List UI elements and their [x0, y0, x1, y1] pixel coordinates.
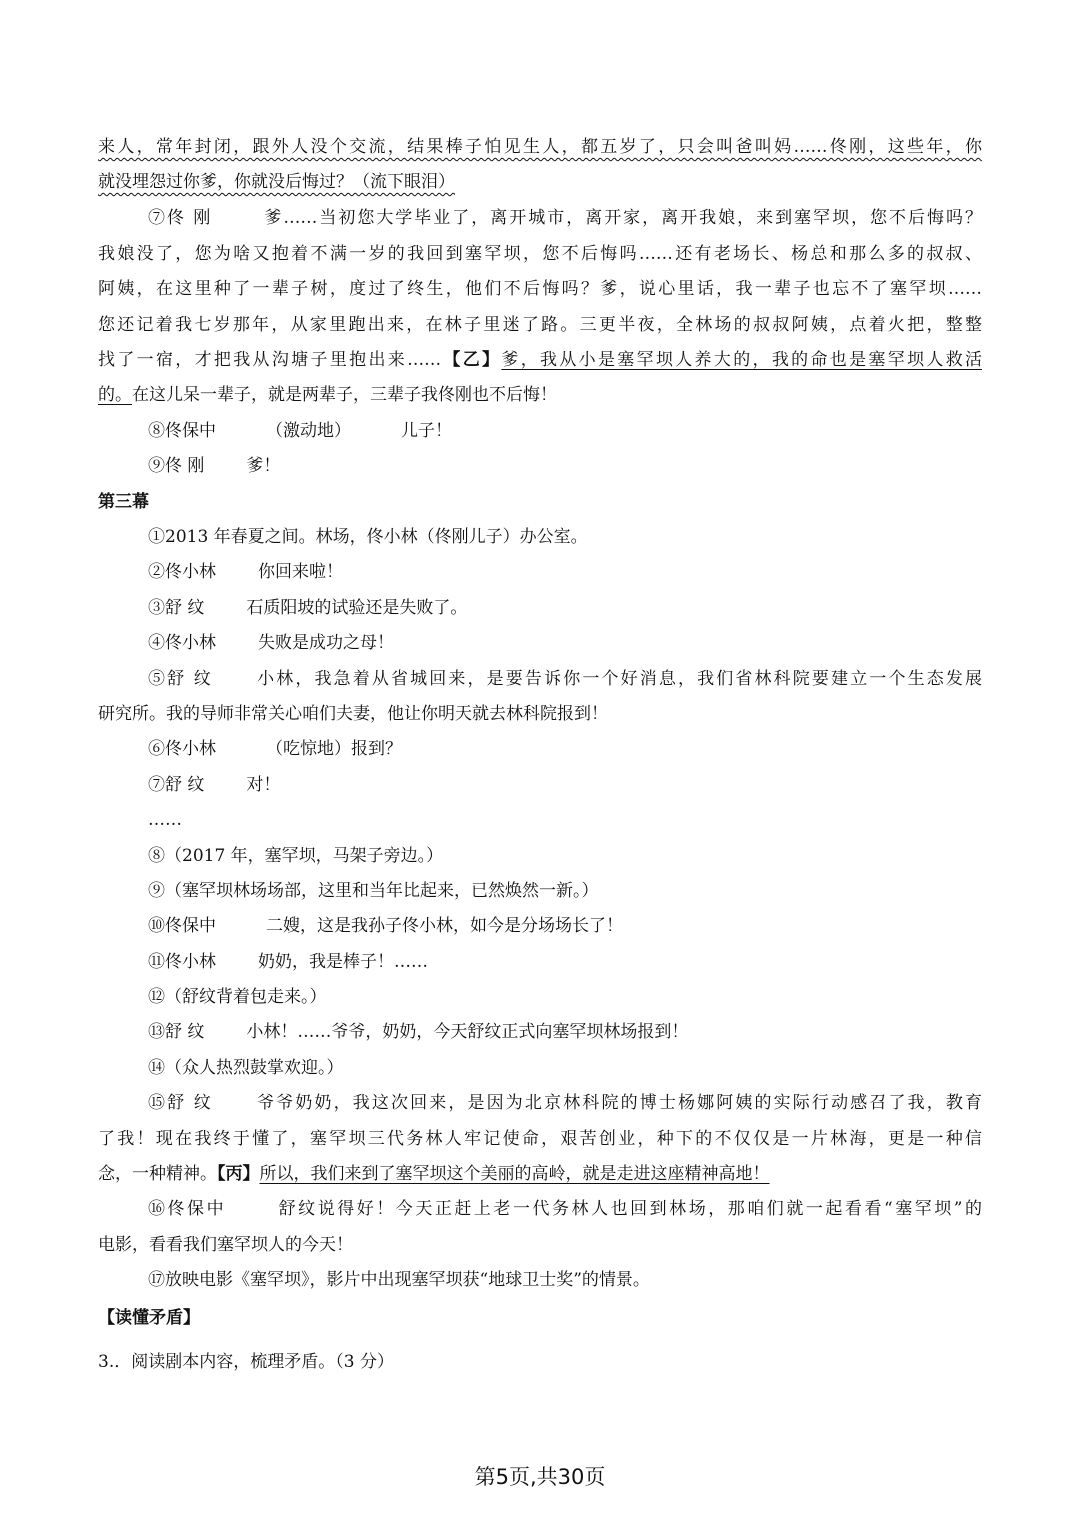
dialogue-text: 失败是成功之母！ — [258, 633, 394, 653]
text-span: 在这儿呆一辈子，就是两辈子，三辈子我佟刚也不后悔！ — [132, 385, 557, 405]
text-line: 研究所。我的导师非常关心咱们夫妻，他让你明天就去林科院报到！ — [98, 704, 608, 724]
dialogue-text: 对！ — [246, 775, 281, 795]
dialogue-line — [148, 419, 982, 443]
dialogue-text: 二嫂，这是我孙子佟小林，如今是分场场长了！ — [266, 916, 623, 936]
speaker-label: ⑦舒 纹 — [148, 775, 205, 795]
dialogue-text: 舒纹说得好！今天正赶上老一代务林人也回到林场，那咱们就一起看看“塞罕坝”的 — [276, 1199, 982, 1219]
dialogue-text: 儿子！ — [401, 421, 452, 441]
speaker-label: ⑮舒 纹 — [148, 1093, 213, 1113]
dialogue-line — [148, 206, 982, 230]
text-line: 了我！现在我终于懂了，塞罕坝三代务林人牢记使命，艰苦创业，种下的不仅仅是一片林海，更是一种信 — [98, 1129, 982, 1149]
stage-direction: ⑨（塞罕坝林场场部，这里和当年比起来，已然焕然一新。） — [148, 881, 599, 901]
speaker-label: ⑥佟小林 — [148, 739, 216, 759]
marker-bing: 【丙】 — [217, 1164, 260, 1184]
dialogue-line — [148, 773, 982, 797]
text-line — [98, 1162, 982, 1186]
dialogue-line — [148, 1091, 982, 1115]
section-title: 【读懂矛盾】 — [98, 1308, 200, 1328]
speaker-label: ④佟小林 — [148, 633, 216, 653]
dialogue-line — [148, 1020, 982, 1044]
speaker-label: ⑤舒 纹 — [148, 669, 213, 689]
stage-direction: ⑭（众人热烈鼓掌欢迎。） — [148, 1058, 344, 1078]
stage-direction: （激动地） — [266, 421, 351, 441]
question-3: 3.．阅读剧本内容，梳理矛盾。（3 分） — [98, 1352, 394, 1372]
marker-yi: 【乙】 — [441, 350, 502, 370]
dialogue-text: 爷爷奶奶，我这次回来，是因为北京林科院的博士杨娜阿姨的实际行动感召了我，教育 — [254, 1093, 982, 1113]
dialogue-line — [148, 667, 982, 691]
dialogue-line — [148, 454, 982, 478]
text-line: 来人，常年封闭，跟外人没个交流，结果棒子怕见生人，都五岁了，只会叫爸叫妈……佟刚，这些年，你 — [98, 137, 982, 157]
stage-direction: ①2013 年春夏之间。林场，佟小林（佟刚儿子）办公室。 — [148, 527, 588, 547]
dialogue-line — [148, 631, 982, 655]
dialogue-text: 小林，我急着从省城回来，是要告诉你一个好消息，我们省林科院要建立一个生态发展 — [254, 669, 982, 689]
dialogue-line — [148, 950, 982, 974]
speaker-label: ⑩佟保中 — [148, 916, 216, 936]
text-line: 就没埋怨过你爹，你就没后悔过？（流下眼泪） — [98, 172, 455, 192]
dialogue-text: 小林！……爷爷，奶奶，今天舒纹正式向塞罕坝林场报到！ — [246, 1022, 689, 1042]
dialogue-text: 爹！ — [246, 456, 281, 476]
dialogue-line — [148, 1197, 982, 1221]
stage-direction: ⑧（2017 年，塞罕坝，马架子旁边。） — [148, 846, 444, 866]
dialogue-line — [148, 560, 982, 584]
text-span: 找了一宿，才把我从沟塘子里抱出来…… — [98, 350, 442, 370]
underlined-sentence: 所以，我们来到了塞罕坝这个美丽的高岭，就是走进这座精神高地！ — [259, 1164, 770, 1184]
speaker-label: ②佟小林 — [148, 562, 216, 582]
text-line: 阿姨，在这里种了一辈子树，度过了终生，他们不后悔吗？爹，说心里话，我一辈子也忘不了塞罕坝…… — [98, 279, 982, 299]
speaker-label: ③舒 纹 — [148, 598, 205, 618]
dialogue-text: （吃惊地）报到？ — [266, 739, 402, 759]
text-span: 念，一种精神。 — [98, 1164, 217, 1184]
act-title: 第三幕 — [98, 492, 149, 512]
dialogue-text: 你回来啦！ — [258, 562, 343, 582]
text-line: 您还记着我七岁那年，从家里跑出来，在林子里迷了路。三更半夜，全林场的叔叔阿姨，点着火把，整整 — [98, 315, 982, 335]
ellipsis: …… — [148, 810, 182, 830]
dialogue-text: 石质阳坡的试验还是失败了。 — [246, 598, 468, 618]
underlined-sentence: 爹，我从小是塞罕坝人养大的，我的命也是塞罕坝人救活 — [501, 350, 983, 370]
speaker-label: ⑯佟保中 — [148, 1199, 227, 1219]
stage-direction: ⑫（舒纹背着包走来。） — [148, 987, 327, 1007]
speaker-label: ⑬舒 纹 — [148, 1022, 205, 1042]
page-footer: 第5页,共30页 — [474, 1465, 606, 1489]
dialogue-line — [148, 596, 982, 620]
speaker-label: ⑪佟小林 — [148, 952, 216, 972]
stage-direction: ⑰放映电影《塞罕坝》，影片中出现塞罕坝获“地球卫士奖”的情景。 — [148, 1270, 650, 1290]
text-line: 电影，看看我们塞罕坝人的今天！ — [98, 1235, 353, 1255]
text-line — [98, 383, 982, 407]
text-line: 我娘没了，您为啥又抱着不满一岁的我回到塞罕坝，您不后悔吗……还有老场长、杨总和那么多的叔叔、 — [98, 244, 982, 264]
dialogue-line — [148, 914, 982, 938]
speaker-label: ⑧佟保中 — [148, 421, 216, 441]
underlined-sentence-end: 的。 — [98, 385, 132, 405]
dialogue-text: 爹……当初您大学毕业了，离开城市，离开家，离开我娘，来到塞罕坝，您不后悔吗？ — [262, 208, 983, 228]
speaker-label: ⑨佟 刚 — [148, 456, 205, 476]
dialogue-line — [148, 737, 982, 761]
text-line — [98, 348, 982, 372]
speaker-label: ⑦佟 刚 — [148, 208, 213, 228]
dialogue-text: 奶奶，我是棒子！…… — [258, 952, 428, 972]
